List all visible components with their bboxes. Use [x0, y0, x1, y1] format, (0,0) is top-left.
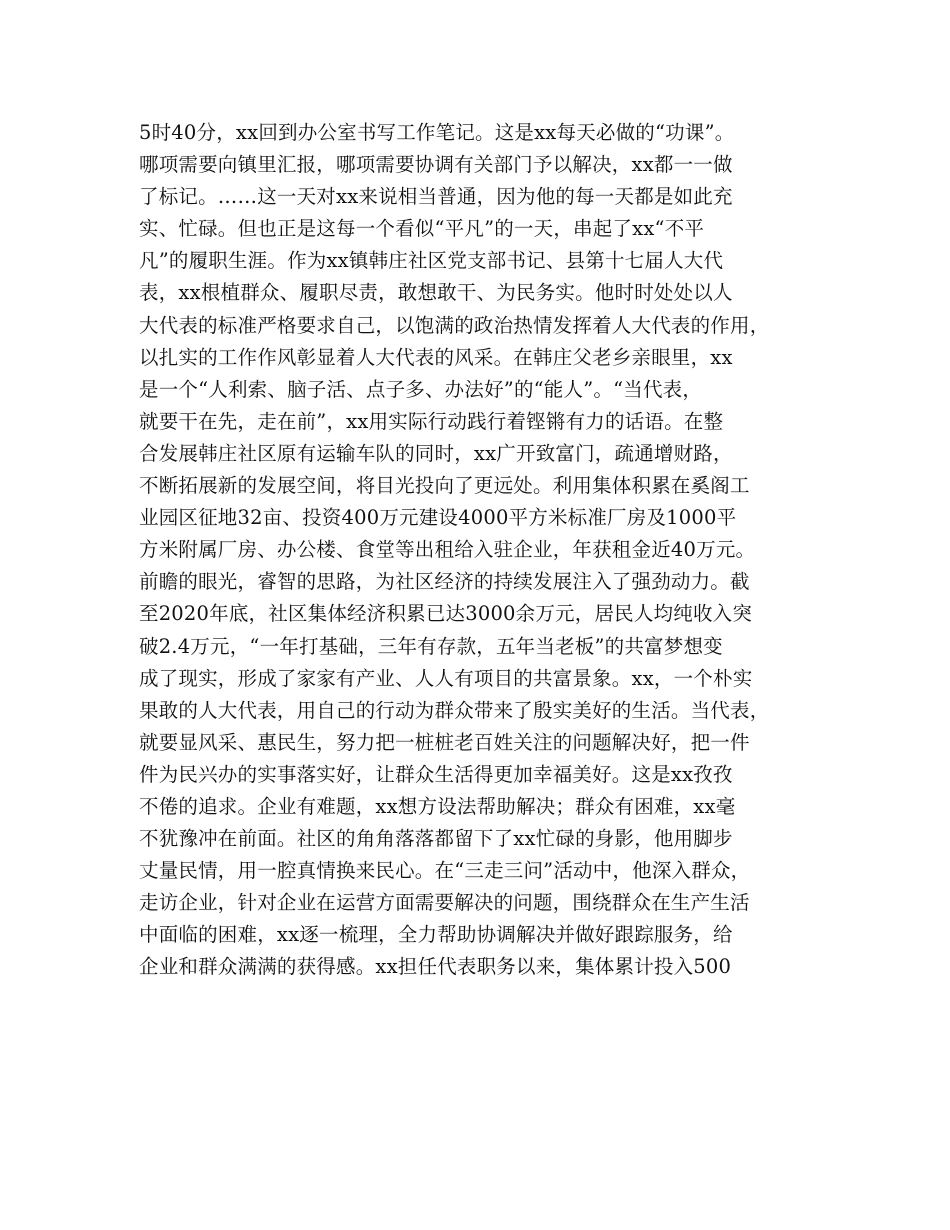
- text-line: 就要干在先，走在前”，xx用实际行动践行着铿锵有力的话语。在整: [139, 409, 724, 433]
- text-line: 合发展韩庄社区原有运输车队的同时，xx广开致富门，疏通增财路，: [139, 441, 733, 465]
- text-line: 果敢的人大代表，用自己的行动为群众带来了殷实美好的生活。当代表，: [139, 698, 770, 722]
- text-line: 中面临的困难，xx逐一梳理，全力帮助协调解决并做好跟踪服务，给: [139, 923, 733, 947]
- text-line: 走访企业，针对企业在运营方面需要解决的问题，围绕群众在生产生活: [139, 891, 750, 915]
- text-line: 方米附属厂房、办公楼、食堂等出租给入驻企业，年获租金近40万元。: [139, 538, 756, 562]
- text-line: 不犹豫冲在前面。社区的角角落落都留下了xx忙碌的身影，他用脚步: [139, 827, 733, 851]
- text-line: 大代表的标准严格要求自己，以饱满的政治热情发挥着人大代表的作用，: [139, 313, 770, 337]
- text-line: 5时40分，xx回到办公室书写工作笔记。这是xx每天必做的“功课”。: [139, 121, 735, 144]
- text-line: 以扎实的工作作风彰显着人大代表的风采。在韩庄父老乡亲眼里，xx: [139, 345, 733, 369]
- text-line: 是一个“人利索、脑子活、点子多、办法好”的“能人”。“当代表，: [139, 377, 703, 401]
- text-line: 不断拓展新的发展空间，将目光投向了更远处。利用集体积累在奚阁工: [139, 474, 750, 498]
- text-line: 件为民兴办的实事落实好，让群众生活得更加幸福美好。这是xx孜孜: [139, 762, 733, 786]
- text-line: 企业和群众满满的获得感。xx担任代表职务以来，集体累计投入500: [139, 955, 732, 979]
- text-line: 了标记。……这一天对xx来说相当普通，因为他的每一天都是如此充: [139, 185, 733, 209]
- text-line: 表，xx根植群众、履职尽责，敢想敢干、为民务实。他时时处处以人: [139, 281, 733, 305]
- text-line: 不倦的追求。企业有难题，xx想方设法帮助解决；群众有困难，xx毫: [139, 794, 736, 818]
- text-line: 成了现实，形成了家家有产业、人人有项目的共富景象。xx，一个朴实: [139, 666, 753, 690]
- text-line: 凡”的履职生涯。作为xx镇韩庄社区党支部书记、县第十七届人大代: [139, 249, 724, 273]
- text-line: 至2020年底，社区集体经济积累已达3000余万元，居民人均纯收入突: [139, 602, 753, 626]
- text-line: 前瞻的眼光，睿智的思路，为社区经济的持续发展注入了强劲动力。截: [139, 570, 750, 594]
- text-line: 就要显风采、惠民生，努力把一桩桩老百姓关注的问题解决好，把一件: [139, 730, 750, 754]
- text-line: 破2.4万元，“一年打基础，三年有存款，五年当老板”的共富梦想变: [139, 634, 723, 658]
- body-text: [139, 117, 839, 984]
- text-line: 业园区征地32亩、投资400万元建设4000平方米标准厂房及1000平: [139, 506, 737, 530]
- text-line: 丈量民情，用一腔真情换来民心。在“三走三问”活动中，他深入群众，: [139, 859, 751, 883]
- text-line: 哪项需要向镇里汇报，哪项需要协调有关部门予以解决，xx都一一做: [139, 153, 733, 177]
- text-line: 实、忙碌。但也正是这每一个看似“平凡”的一天，串起了xx“不平: [139, 217, 705, 241]
